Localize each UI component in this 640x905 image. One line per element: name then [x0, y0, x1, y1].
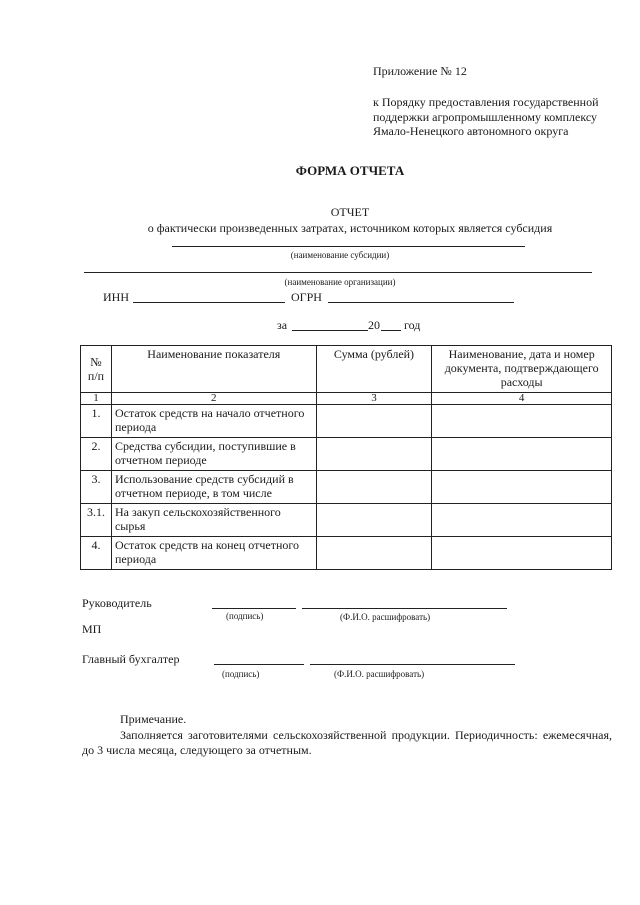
accountant-signature-line[interactable]: [214, 664, 304, 665]
report-table: [80, 345, 612, 570]
period-year: 20: [368, 318, 380, 332]
header-cell: № п/п: [81, 346, 112, 393]
column-number: 3: [316, 393, 432, 405]
row-sum-cell[interactable]: [316, 438, 432, 471]
subsidy-caption: (наименование субсидии): [290, 250, 390, 260]
period-year-field[interactable]: [381, 330, 401, 331]
row-document-cell[interactable]: [432, 405, 612, 438]
appendix-ref-line: к Порядку предоставления государственной: [373, 95, 599, 109]
head-label: Руководитель: [82, 596, 152, 610]
row-indicator-name: Остаток средств на начало отчетного периода: [111, 405, 316, 438]
period-suffix: год: [404, 318, 421, 332]
row-document-cell[interactable]: [432, 504, 612, 537]
row-sum-cell[interactable]: [316, 405, 432, 438]
header-cell: Наименование показателя: [111, 346, 316, 393]
period-prefix: за: [277, 318, 288, 332]
column-number: 4: [432, 393, 612, 405]
row-document-cell[interactable]: [432, 438, 612, 471]
form-title: ФОРМА ОТЧЕТА: [295, 163, 405, 178]
row-indicator-name: Средства субсидии, поступившие в отчетном периоде: [111, 438, 316, 471]
sign-caption: (подпись): [222, 669, 260, 679]
sign-caption: (подпись): [226, 611, 264, 621]
column-number: 2: [111, 393, 316, 405]
header-cell: Наименование, дата и номер документа, подтверждающего расходы: [432, 346, 612, 393]
appendix-ref-line: поддержки агропромышленному комплексу: [373, 110, 598, 124]
row-indicator-name: Использование средств субсидий в отчетном периоде, в том числе: [111, 471, 316, 504]
table-header-row: [81, 346, 612, 393]
name-caption: (Ф.И.О. расшифровать): [334, 669, 425, 679]
row-sum-cell[interactable]: [316, 504, 432, 537]
stamp-label: МП: [82, 622, 102, 636]
header-cell: Сумма (рублей): [316, 346, 432, 393]
ogrn-label: ОГРН: [291, 290, 322, 304]
accountant-label: Главный бухгалтер: [82, 652, 180, 666]
row-number: 2.: [81, 438, 112, 471]
row-document-cell[interactable]: [432, 471, 612, 504]
row-number: 1.: [81, 405, 112, 438]
ogrn-field[interactable]: [328, 302, 514, 303]
row-number: 4.: [81, 537, 112, 570]
row-number: 3.: [81, 471, 112, 504]
head-signature-line[interactable]: [212, 608, 296, 609]
inn-label: ИНН: [103, 290, 129, 304]
report-title: ОТЧЕТ: [330, 205, 370, 219]
table-row: [81, 504, 612, 537]
accountant-name-line[interactable]: [310, 664, 515, 665]
period-field[interactable]: [292, 330, 368, 331]
table-row: [81, 405, 612, 438]
column-numbers-row: [81, 393, 612, 405]
organization-caption: (наименование организации): [284, 277, 396, 287]
row-sum-cell[interactable]: [316, 537, 432, 570]
name-caption: (Ф.И.О. расшифровать): [340, 612, 431, 622]
row-sum-cell[interactable]: [316, 471, 432, 504]
head-name-line[interactable]: [302, 608, 507, 609]
table-row: [81, 471, 612, 504]
report-subtitle: о фактически произведенных затратах, источником которых является субсидия: [147, 221, 553, 235]
note-title: Примечание.: [120, 712, 187, 726]
appendix-number: Приложение № 12: [373, 64, 467, 78]
table-row: [81, 438, 612, 471]
appendix-ref-line: Ямало-Ненецкого автономного округа: [373, 124, 569, 138]
row-document-cell[interactable]: [432, 537, 612, 570]
column-number: 1: [81, 393, 112, 405]
table-row: [81, 537, 612, 570]
inn-field[interactable]: [133, 302, 285, 303]
row-indicator-name: Остаток средств на конец отчетного периода: [111, 537, 316, 570]
organization-name-line[interactable]: [84, 272, 592, 273]
subsidy-name-line[interactable]: [172, 246, 525, 247]
row-indicator-name: На закуп сельскохозяйственного сырья: [111, 504, 316, 537]
row-number: 3.1.: [81, 504, 112, 537]
note-text: Заполняется заготовителями сельскохозяйственной продукции. Периодичность: ежемесячная, до 3 числа месяца, следующего за отчетным.: [82, 728, 612, 757]
